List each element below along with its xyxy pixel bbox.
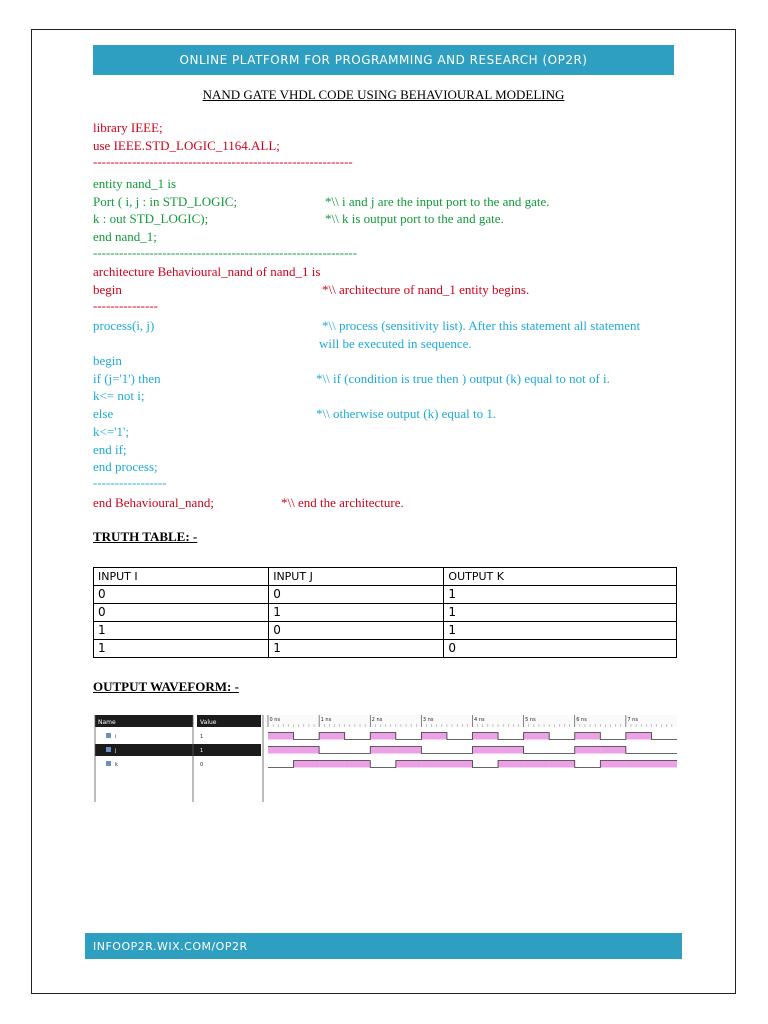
table-cell: 1	[94, 640, 269, 658]
selected-signal-row	[95, 744, 261, 756]
code-comment: *\\ architecture of nand_1 entity begins.	[322, 282, 530, 297]
waveform-high-fill	[370, 747, 396, 754]
signal-icon	[106, 747, 111, 752]
waveform-high-fill	[498, 747, 524, 754]
waveform-high-fill	[600, 747, 626, 754]
waveform-high-fill	[268, 747, 294, 754]
separator: -----------------	[93, 475, 167, 490]
waveform-high-fill	[421, 761, 447, 768]
signal-name: j	[115, 748, 117, 754]
code-comment: *\\ process (sensitivity list). After this statement all statement	[322, 318, 641, 333]
waveform-heading: OUTPUT WAVEFORM: -	[93, 679, 239, 694]
header-cell: OUTPUT K	[444, 568, 677, 586]
waveform-high-fill	[421, 733, 447, 740]
table-cell: 0	[94, 586, 269, 604]
code-comment: *\\ i and j are the input port to the and gate.	[325, 194, 550, 209]
waveform-high-fill	[651, 761, 677, 768]
table-row	[94, 640, 677, 658]
waveform-high-fill	[294, 761, 320, 768]
signal-icon	[106, 733, 111, 738]
header-cell: INPUT J	[269, 568, 444, 586]
waveform-high-fill	[319, 761, 345, 768]
code-comment: *\\ if (condition is true then ) output (k) equal to not of i.	[316, 371, 610, 386]
code-line: process(i, j)	[93, 318, 155, 333]
waveform-high-fill	[524, 761, 550, 768]
tick-label: 5 ns	[525, 717, 536, 723]
code-line: end process;	[93, 459, 158, 474]
table-cell: 0	[269, 586, 444, 604]
page-border	[31, 29, 736, 994]
code-line: begin	[93, 282, 122, 297]
header-cell: INPUT I	[94, 568, 269, 586]
table-cell: 1	[444, 622, 677, 640]
page-title: NAND GATE VHDL CODE USING BEHAVIOURAL MODELING	[202, 87, 565, 102]
waveform-high-fill	[268, 733, 294, 740]
code-line: architecture Behavioural_nand of nand_1 is	[93, 264, 321, 279]
code-line: end nand_1;	[93, 229, 157, 244]
table-row	[94, 604, 677, 622]
table-cell: 1	[444, 586, 677, 604]
code-comment: will be executed in sequence.	[319, 336, 472, 351]
signal-value: 1	[200, 734, 204, 740]
signal-value: 1	[200, 748, 204, 754]
table-cell: 0	[444, 640, 677, 658]
waveform-high-fill	[396, 761, 422, 768]
separator: -------------------------------------------------------------	[93, 245, 358, 260]
waveform-high-fill	[473, 733, 499, 740]
waveform-simulation	[93, 712, 677, 802]
signal-name: i	[115, 734, 117, 740]
waveform-high-fill	[575, 733, 601, 740]
code-line: k : out STD_LOGIC);	[93, 211, 209, 226]
separator: ------------------------------------------------------------	[93, 154, 353, 169]
code-line: use IEEE.STD_LOGIC_1164.ALL;	[93, 138, 280, 153]
code-comment: *\\ end the architecture.	[281, 495, 404, 510]
code-line: library IEEE;	[93, 120, 163, 135]
waveform-high-fill	[345, 761, 371, 768]
table-row	[94, 622, 677, 640]
table-header-row	[94, 568, 677, 586]
code-comment: *\\ otherwise output (k) equal to 1.	[316, 406, 497, 421]
code-line: if (j='1') then	[93, 371, 161, 386]
table-cell: 1	[94, 622, 269, 640]
table-cell: 0	[94, 604, 269, 622]
waveform-high-fill	[498, 761, 524, 768]
code-comment: *\\ k is output port to the and gate.	[325, 211, 504, 226]
code-line: k<= not i;	[93, 388, 145, 403]
table-cell: 1	[269, 640, 444, 658]
table-cell: 0	[269, 622, 444, 640]
waveform-high-fill	[575, 747, 601, 754]
signal-value: 0	[200, 762, 204, 768]
code-line: k<='1';	[93, 424, 129, 439]
tick-label: 2 ns	[371, 717, 383, 723]
name-column-label: Name	[98, 719, 116, 726]
signal-icon	[106, 761, 111, 766]
waveform-high-fill	[600, 761, 626, 768]
table-row	[94, 586, 677, 604]
waveform-high-fill	[447, 761, 473, 768]
tick-label: 4 ns	[474, 717, 485, 723]
signal-name: k	[115, 762, 118, 768]
waveform-high-fill	[294, 747, 320, 754]
footer-banner: INFOOP2R.WIX.COM/OP2R	[85, 933, 682, 959]
waveform-high-fill	[626, 761, 652, 768]
waveform-high-fill	[626, 733, 652, 740]
code-line: end if;	[93, 442, 127, 457]
table-cell: 1	[269, 604, 444, 622]
waveform-high-fill	[370, 733, 396, 740]
code-line: else	[93, 406, 114, 421]
value-column-label: Value	[200, 719, 217, 726]
tick-label: 0 ns	[269, 717, 281, 723]
waveform-high-fill	[319, 733, 345, 740]
separator: ---------------	[93, 298, 158, 313]
waveform-high-fill	[524, 733, 550, 740]
code-line: Port ( i, j : in STD_LOGIC;	[93, 194, 238, 209]
tick-label: 3 ns	[422, 717, 434, 723]
header-banner: ONLINE PLATFORM FOR PROGRAMMING AND RESEARCH (OP2R)	[93, 45, 674, 75]
code-line: entity nand_1 is	[93, 176, 177, 191]
tick-label: 1 ns	[320, 717, 332, 723]
waveform-high-fill	[473, 747, 499, 754]
code-line: begin	[93, 353, 122, 368]
waveform-high-fill	[396, 747, 422, 754]
truth-table	[93, 567, 677, 658]
code-line: end Behavioural_nand;	[93, 495, 214, 510]
tick-label: 6 ns	[576, 717, 587, 723]
table-cell: 1	[444, 604, 677, 622]
waveform-high-fill	[549, 761, 575, 768]
truth-table-heading: TRUTH TABLE: -	[93, 529, 198, 544]
tick-label: 7 ns	[627, 717, 638, 723]
